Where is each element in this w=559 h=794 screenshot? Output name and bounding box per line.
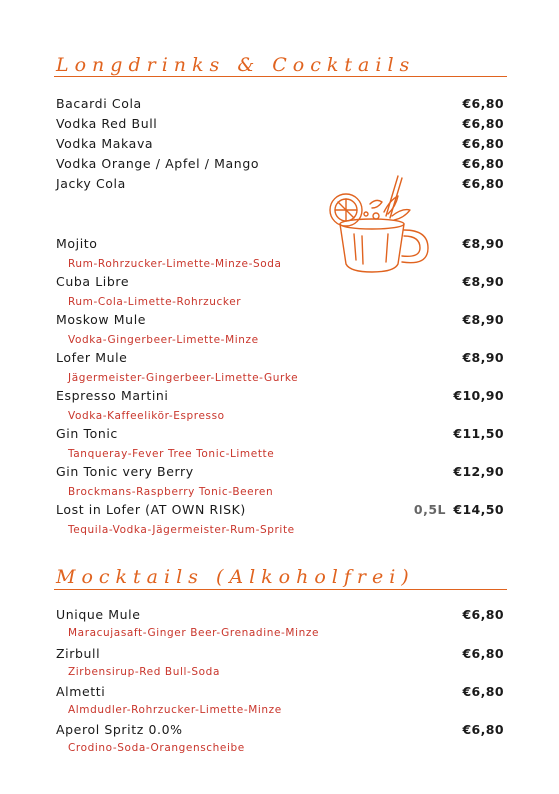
item-description: Rum-Rohrzucker-Limette-Minze-Soda bbox=[68, 258, 282, 270]
item-name: Jacky Cola bbox=[56, 176, 126, 191]
menu-item bbox=[56, 722, 504, 740]
item-name: Vodka Makava bbox=[56, 136, 154, 151]
item-description: Maracujasaft-Ginger Beer-Grenadine-Minze bbox=[68, 627, 320, 639]
item-price: €6,80 bbox=[462, 646, 504, 661]
item-price: €6,80 bbox=[462, 156, 504, 171]
item-price: €8,90 bbox=[462, 312, 504, 327]
item-description: Vodka-Gingerbeer-Limette-Minze bbox=[68, 334, 259, 346]
menu-item bbox=[56, 136, 504, 154]
item-name: Almetti bbox=[56, 684, 106, 699]
item-name: Gin Tonic very Berry bbox=[56, 464, 194, 479]
section-divider bbox=[54, 76, 507, 77]
item-description: Brockmans-Raspberry Tonic-Beeren bbox=[68, 486, 274, 498]
menu-item bbox=[56, 502, 504, 520]
item-name: Lofer Mule bbox=[56, 350, 128, 365]
item-description: Tequila-Vodka-Jägermeister-Rum-Sprite bbox=[68, 524, 295, 536]
item-size: 0,5L bbox=[413, 502, 446, 517]
section-title-longdrinks: Longdrinks & Cocktails bbox=[56, 54, 416, 76]
menu-item bbox=[56, 274, 504, 292]
item-price: €6,80 bbox=[462, 722, 504, 737]
item-price: €6,80 bbox=[462, 684, 504, 699]
menu-item bbox=[56, 350, 504, 368]
item-name: Zirbull bbox=[56, 646, 101, 661]
item-price: €8,90 bbox=[462, 274, 504, 289]
item-price: €11,50 bbox=[453, 426, 504, 441]
menu-item bbox=[56, 426, 504, 444]
item-name: Espresso Martini bbox=[56, 388, 169, 403]
item-price: €8,90 bbox=[462, 236, 504, 251]
menu-item bbox=[56, 646, 504, 664]
item-price: €10,90 bbox=[453, 388, 504, 403]
item-name: Gin Tonic bbox=[56, 426, 118, 441]
item-name: Cuba Libre bbox=[56, 274, 130, 289]
item-description: Jägermeister-Gingerbeer-Limette-Gurke bbox=[68, 372, 299, 384]
item-name: Bacardi Cola bbox=[56, 96, 142, 111]
item-price: €12,90 bbox=[453, 464, 504, 479]
menu-item bbox=[56, 156, 504, 174]
menu-item bbox=[56, 607, 504, 625]
item-name: Mojito bbox=[56, 236, 98, 251]
item-price: €6,80 bbox=[462, 607, 504, 622]
copper-mug-cocktail-icon bbox=[326, 172, 434, 276]
item-name: Unique Mule bbox=[56, 607, 141, 622]
menu-item bbox=[56, 116, 504, 134]
item-price: €6,80 bbox=[462, 176, 504, 191]
item-price: €14,50 bbox=[453, 502, 504, 517]
item-price: €6,80 bbox=[462, 116, 504, 131]
section-title-mocktails: Mocktails (Alkoholfrei) bbox=[56, 566, 415, 588]
menu-item bbox=[56, 176, 504, 194]
item-description: Vodka-Kaffeelikör-Espresso bbox=[68, 410, 225, 422]
item-description: Crodino-Soda-Orangenscheibe bbox=[68, 742, 245, 754]
item-description: Almdudler-Rohrzucker-Limette-Minze bbox=[68, 704, 282, 716]
item-price: €6,80 bbox=[462, 96, 504, 111]
item-name: Moskow Mule bbox=[56, 312, 147, 327]
item-name: Aperol Spritz 0.0% bbox=[56, 722, 183, 737]
menu-item bbox=[56, 312, 504, 330]
item-name: Vodka Orange / Apfel / Mango bbox=[56, 156, 260, 171]
menu-item bbox=[56, 388, 504, 406]
item-price: €8,90 bbox=[462, 350, 504, 365]
menu-item bbox=[56, 464, 504, 482]
item-description: Tanqueray-Fever Tree Tonic-Limette bbox=[68, 448, 275, 460]
item-description: Zirbensirup-Red Bull-Soda bbox=[68, 666, 220, 678]
menu-item bbox=[56, 96, 504, 114]
item-price: €6,80 bbox=[462, 136, 504, 151]
item-description: Rum-Cola-Limette-Rohrzucker bbox=[68, 296, 242, 308]
section-divider bbox=[54, 589, 507, 590]
item-name: Vodka Red Bull bbox=[56, 116, 158, 131]
item-name: Lost in Lofer (AT OWN RISK) bbox=[56, 502, 246, 517]
menu-item bbox=[56, 684, 504, 702]
menu-item bbox=[56, 236, 504, 254]
